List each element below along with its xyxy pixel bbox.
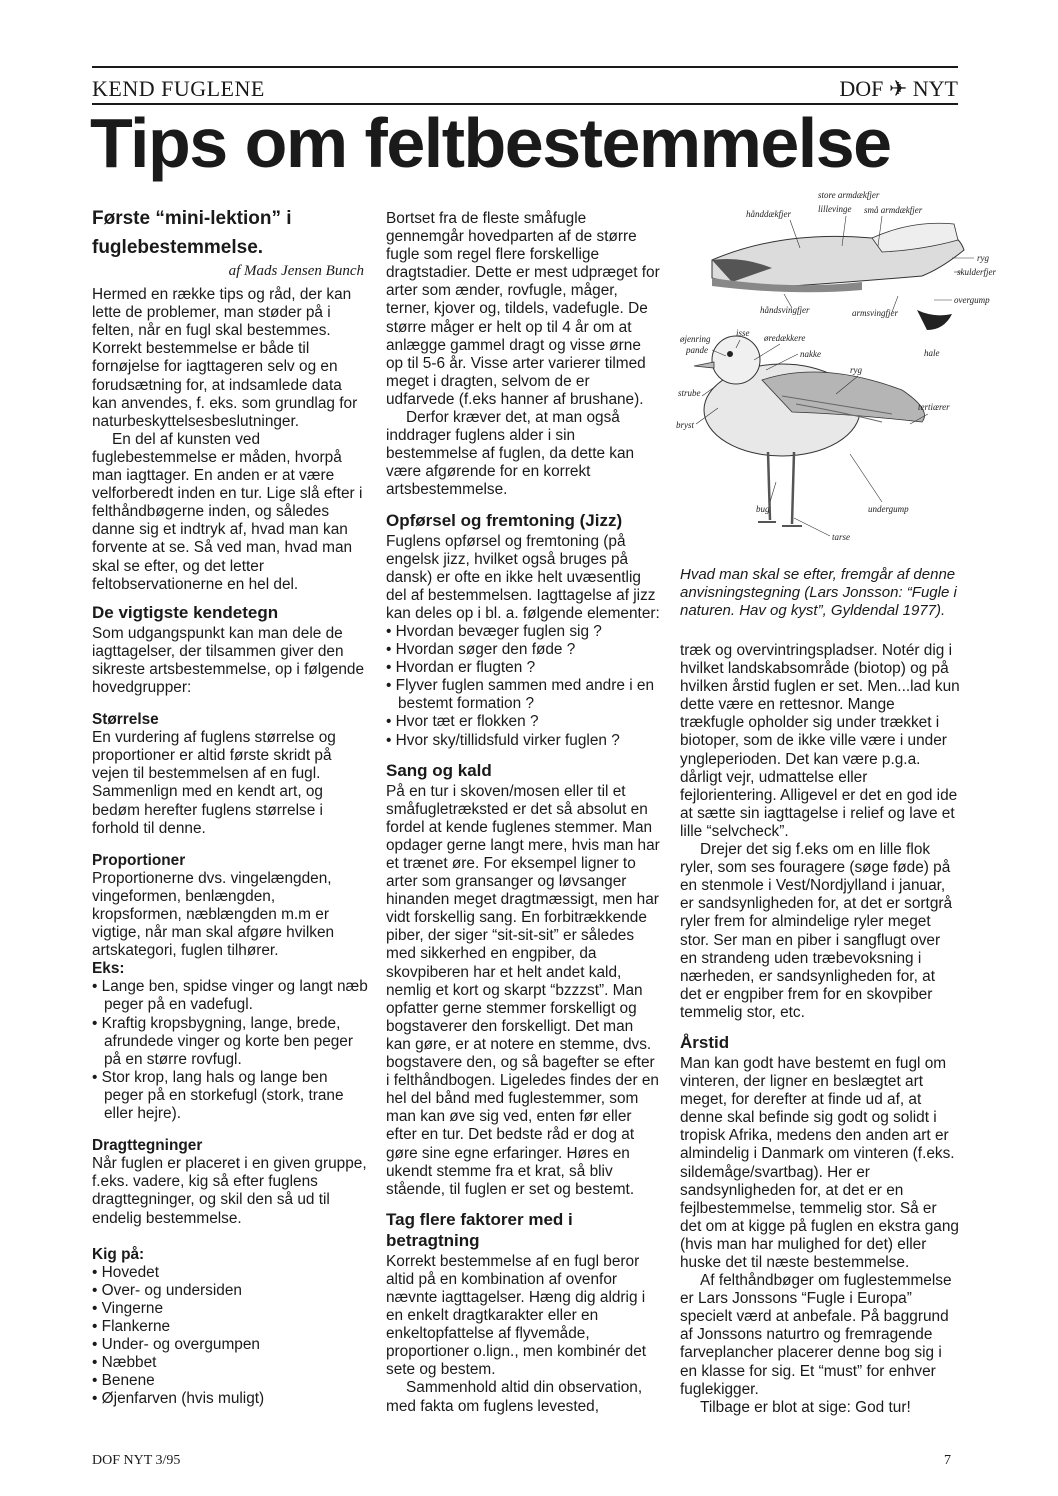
label: håndsvingfjer — [760, 305, 810, 315]
magazine-brand: DOF ✈ NYT — [839, 76, 958, 101]
list-item: • Under- og overgumpen — [92, 1336, 368, 1354]
list-item: • Flankerne — [92, 1318, 368, 1336]
label: tarse — [832, 532, 850, 542]
label: undergump — [868, 504, 909, 514]
paragraph: Proportionerne dvs. vingelængden, vingeformen, benlængden, kropsformen, næblængden m.m er vigtige, når man skal afgøre hvilken artskategori, fuglen tilhører. — [92, 869, 335, 960]
subheading-dragt: Dragttegninger — [92, 1137, 203, 1155]
examples-list — [92, 978, 368, 1123]
page-title: Tips om feltbestemmelse — [90, 104, 891, 182]
subheading-kig: Kig på: — [92, 1245, 145, 1263]
label: øjenring — [680, 334, 711, 344]
paragraph: Som udgangspunkt kan man dele de iagttagelser, der tilsammen giver den sikreste artsbestemmelse, op i følgende hovedgrupper: — [92, 624, 365, 696]
list-item: • Over- og undersiden — [92, 1282, 368, 1300]
label: isse — [736, 328, 750, 338]
list-item: • Næbbet — [92, 1354, 368, 1372]
heading-sang: Sang og kald — [386, 760, 492, 780]
list-item: • Vingerne — [92, 1300, 368, 1318]
column-2 — [386, 210, 660, 1416]
tail-dark — [917, 310, 952, 330]
list-item: • Hvordan søger den føde ? — [386, 641, 660, 659]
label: lillevinge — [818, 204, 852, 214]
list-item: • Hvor sky/tillidsfuld virker fuglen ? — [386, 732, 660, 750]
paragraph: Af felthåndbøger om fuglestemmelse er Lars Jonssons “Fugle i Europa” specielt værd at anbefale. På baggrund af Jonssons naturtro og fremragende farveplancher placerer denne bog sig i en klasse for sig. Et “must” for enhver fuglekigger. — [680, 1272, 952, 1398]
page-number: 7 — [944, 1453, 951, 1468]
label: nakke — [800, 349, 821, 359]
paragraph: Sammenhold altid din observation, med fakta om fuglens levested, — [386, 1379, 643, 1415]
paragraph: Hermed en række tips og råd, der kan lette de problemer, man støder på i felten, når en fugl skal bestemmes. Korrekt bestemmelse er både til fornøjelse for iagttageren selv og en forudsætning for, at indsamlede data kan anvendes, f. eks. som grundlag for naturbeskyttelsesbeslutninger. — [92, 286, 358, 430]
list-item: • Hovedet — [92, 1264, 368, 1282]
gull-head — [712, 336, 760, 384]
paragraph: træk og overvintringspladser. Notér dig i hvilket landskabsområde (biotop) og på hvilken årstid fuglen er set. Men...lad kun dette være en rettesnor. Mange trækfugle opholder sig under trækket i biotoper, som de ikke ville være i under yngleperioden. Det kan være p.g.a. dårligt vejr, udmattelse eller fejlorientering. Alligevel er det en god ide at sætte sin iagttagelse i relief og lave et lille “selvcheck”. — [680, 642, 960, 840]
paragraph: Fuglens opførsel og fremtoning (på engelsk jizz, hvilket også bruges på dansk) er ofte en ikke helt uvæsentlig del af bestemmelsen. Iagttagelse af jizz kan deles op i bl. a. følgende elementer: — [386, 532, 660, 622]
list-item: • Kraftig kropsbygning, lange, brede, afrundede vinger og korte ben peger på en større rovfugl. — [92, 1015, 368, 1069]
label: skulderfjer — [957, 267, 996, 277]
paragraph: Korrekt bestemmelse af en fugl beror altid på en kombination af ovenfor nævnte iagttagelser. Hæng dig aldrig i en enkelt dragtkarakter eller en enkeltopfattelse af flyvemåde, proportioner o.lign., men kombinér det sete og bestem. — [386, 1252, 647, 1379]
heading-kendetegn: De vigtigste kendetegn — [92, 602, 279, 622]
byline: af Mads Jensen Bunch — [228, 263, 364, 279]
paragraph: Drejer det sig f.eks om en lille flok ryler, som ses fouragere (søge føde) på en stenmole i Vest/Nordjylland i januar, er sandsynligheden for, at det er sortgrå ryler frem for almindelige ryler meget stor. Ser man en piber i sangflugt over en strandeng uden træbevoksning i nærheden, er sandsynligheden for, at det er engpiber frem for en skovpiber temmelig stor, etc. — [680, 841, 953, 1021]
label: bug — [756, 504, 770, 514]
label: ryg — [850, 365, 862, 375]
heading-jizz: Opførsel og fremtoning (Jizz) — [386, 510, 623, 530]
lead-line-2: fuglebestemmelse. — [92, 237, 264, 258]
label: pande — [686, 345, 708, 355]
column-3 — [680, 642, 960, 1417]
list-item: • Øjenfarven (hvis muligt) — [92, 1390, 368, 1408]
list-item: • Benene — [92, 1372, 368, 1390]
footer-issue: DOF NYT 3/95 — [92, 1453, 181, 1468]
heading-aarstid: Årstid — [680, 1032, 730, 1052]
list-item: • Hvordan er flugten ? — [386, 659, 660, 677]
paragraph: På en tur i skoven/mosen eller til et småfugletræksted er det så absolut en fordel at kende fuglenes stemmer. Man opdager gerne langt mere, hvis man har et trænet øre. For eksempel ligner to arter som gransanger og løvsanger hinanden meget dragtmæssigt, men har vidt forskellig sang. En forbitrækkende piber, der siger “sit-sit-sit” er således med sikkerhed en engpiber, da skovpiberen har et helt andet kald, nemlig et kort og skarpt “bzzzst”. Man opfatter gerne stemmer forskelligt og bogstaverer den forskelligt. Det man kan gøre, er at notere en stemme, dvs. bogstavere den, og så bagefter se efter i felthåndbogen. Ligeledes findes der en hel del bånd med fuglestemmer, som man kan øve sig ved, enten før eller efter en tur. Det bedste råd er dog at gøre sine egne erfaringer. Høres en ukendt stemme fra et krat, så bliv stående, til fuglen er set og bestemt. — [386, 782, 660, 1198]
label: strube — [678, 388, 701, 398]
lead-line-1: Første “mini-lektion” i — [92, 208, 292, 229]
heading-faktorer: Tag flere faktorer med i betragtning — [386, 1209, 573, 1250]
paragraph: Tilbage er blot at sige: God tur! — [700, 1398, 911, 1416]
column-1 — [92, 204, 368, 1408]
examples-label: Eks: — [92, 960, 125, 978]
gull-legs — [768, 452, 794, 524]
paragraph: Når fuglen er placeret i en given gruppe, f.eks. vadere, kig så efter fuglens dragttegninger, og skil den så ud til endelig bestemmelse. — [92, 1155, 367, 1227]
label: tertiærer — [918, 402, 950, 412]
label: overgump — [954, 295, 990, 305]
list-item: • Lange ben, spidse vinger og langt næb peger på en vadefugl. — [92, 978, 368, 1014]
label: hale — [924, 348, 940, 358]
gull-eye — [727, 351, 733, 357]
look-at-list — [92, 1264, 368, 1409]
paragraph: Bortset fra de fleste småfugle gennemgår hovedparten af de større fugle som regel flere forskellige dragtstadier. Dette er mest udpræget for arter som ænder, rovfugle, måger, terner, kjover og, tildels, vadefugle. De større måger er helt op til 4 år om at anlægge gammel dragt og visse ørne op til 5-6 år. Visse arter varierer tilmed meget i dragten, selvom de er udfarvede (f.eks hanner af brushane). — [386, 210, 660, 408]
paragraph: En vurdering af fuglens størrelse og proportioner er altid første skridt på vejen til bestemmelsen af en fugl. Sammenlign med en kendt art, og bedøm herefter fuglens størrelse i forhold til denne. — [92, 729, 336, 837]
label: bryst — [676, 420, 694, 430]
gull-beak — [694, 362, 714, 368]
label: små armdækfjer — [864, 205, 923, 215]
label: ryg — [977, 253, 989, 263]
paragraph: Man kan godt have bestemt en fugl om vinteren, der ligner en beslægtet art meget, for derefter at finde ud af, at denne skal befinde sig godt og solidt i tropisk Afrika, medens den anden art er almindelig i Danmark om vinteren (f.eks. sildemåge/svartbag). Her er sandsynligheden for, at det er en fejlbestemmelse, temmelig stor. Så er det om at kigge på fuglen en ekstra gang (hvis man har mulighed for det) eller huske det til næste bestemmelse. — [680, 1054, 959, 1271]
subheading-stoerrelse: Størrelse — [92, 711, 159, 729]
label: store armdækfjer — [818, 190, 880, 200]
subheading-proportioner: Proportioner — [92, 851, 186, 869]
list-item: • Hvordan bevæger fuglen sig ? — [386, 623, 660, 641]
label: armsvingfjer — [852, 308, 898, 318]
section-tag: KEND FUGLENE — [92, 76, 265, 101]
list-item: • Flyver fuglen sammen med andre i en bestemt formation ? — [386, 677, 660, 713]
list-item: • Stor krop, lang hals og lange ben peger på en storkefugl (stork, trane eller hejre). — [92, 1069, 368, 1123]
gull-anatomy-illustration — [672, 190, 996, 560]
paragraph: Derfor kræver det, at man også inddrager fuglens alder i sin bestemmelse af fuglen, da dette kan være afgørende for en korrekt artsbestemmelse. — [386, 409, 635, 499]
label: øredækkere — [764, 333, 806, 343]
gull-feet — [758, 522, 802, 526]
jizz-list — [386, 623, 660, 750]
list-item: • Hvor tæt er flokken ? — [386, 713, 660, 731]
top-rule — [92, 66, 958, 68]
figure-caption: Hvad man skal se efter, fremgår af denne anvisningstegning (Lars Jonsson: “Fugle i naturen. Hav og kyst”, Gyldendal 1977). — [680, 566, 957, 619]
paragraph: En del af kunsten ved fuglebestemmelse er måden, hvorpå man iagttager. En anden er at være velforberedt inden en tur. Lige slå efter i felthåndbøgerne inden, og således danne sig et indtryk af, hvad man kan forvente at se. Så ved man, hvad man skal se efter, og det letter feltobservationerne en hel del. — [92, 430, 363, 593]
label: hånddækfjer — [746, 209, 791, 219]
